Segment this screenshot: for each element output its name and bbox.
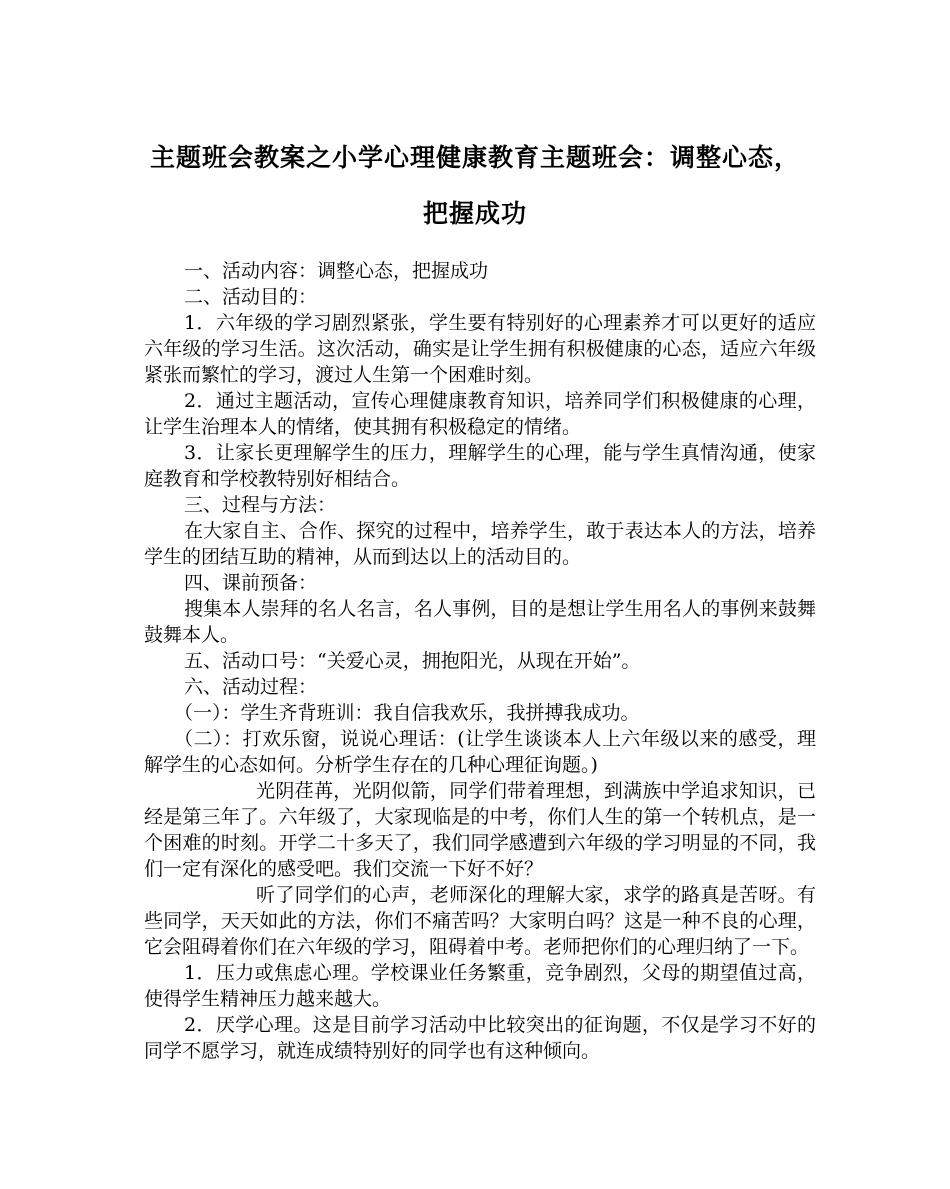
paragraph-preparation: 搜集本人崇拜的名人名言，名人事例，目的是想让学生用名人的事例来鼓舞鼓舞本人。 bbox=[144, 598, 816, 646]
paragraph-teacher-speech-2: 听了同学们的心声，老师深化的理解大家，求学的路真是苦呀。有些同学，天天如此的方法，你们不痛苦吗？大家明白吗？这是一种不良的心理，它会阻碍着你们在六年级的学习，阻碍着中考。老师把你们的心理归纳了一下。 bbox=[144, 884, 816, 958]
paragraph-psychology-1: 1．压力或焦虑心理。学校课业任务繁重，竞争剧烈，父母的期望值过高，使得学生精神压力越来越大。 bbox=[144, 962, 816, 1010]
section-heading-slogan: 五、活动口号：“关爱心灵，拥抱阳光，从现在开始”。 bbox=[184, 650, 641, 672]
paragraph-teacher-speech-1: 光阴荏苒，光阴似箭，同学们带着理想，到满族中学追求知识，已经是第三年了。六年级了，大家现临是的中考，你们人生的第一个转机点，是一个困难的时刻。开学二十多天了，我们同学感遭到六年级的学习明显的不同，我们一定有深化的感受吧。我们交流一下好不好？ bbox=[144, 780, 816, 880]
section-heading-activity-process: 六、活动过程： bbox=[184, 676, 318, 698]
paragraph-purpose-2: 2．通过主题活动，宣传心理健康教育知识，培养同学们积极健康的心理，让学生治理本人的情绪，使其拥有积极稳定的情绪。 bbox=[144, 390, 816, 438]
section-heading-activity-purpose: 二、活动目的： bbox=[184, 286, 318, 308]
paragraph-step-2: （二）：打欢乐窗，说说心理话：(让学生谈谈本人上六年级以来的感受，理解学生的心态如何。分析学生存在的几种心理征询题。) bbox=[144, 728, 816, 776]
paragraph-purpose-1: 1．六年级的学习剧烈紧张，学生要有特别好的心理素养才可以更好的适应六年级的学习生活。这次活动，确实是让学生拥有积极健康的心态，适应六年级紧张而繁忙的学习，渡过人生第一个困难时刻。 bbox=[144, 312, 816, 386]
document-title bbox=[130, 130, 820, 242]
paragraph-step-1: （一）：学生齐背班训：我自信我欢乐，我拼搏我成功。 bbox=[174, 702, 640, 724]
section-heading-activity-content: 一、活动内容：调整心态，把握成功 bbox=[184, 260, 489, 282]
title-line-1: 主题班会教案之小学心理健康教育主题班会：调整心态， bbox=[149, 143, 800, 172]
title-line-2: 把握成功 bbox=[422, 199, 527, 228]
paragraph-psychology-2: 2．厌学心理。这是目前学习活动中比较突出的征询题，不仅是学习不好的同学不愿学习，就连成绩特别好的同学也有这种倾向。 bbox=[144, 1014, 816, 1062]
document-body bbox=[144, 258, 816, 1064]
section-heading-preparation: 四、课前预备： bbox=[184, 572, 318, 594]
paragraph-process-method: 在大家自主、合作、探究的过程中，培养学生，敢于表达本人的方法，培养学生的团结互助的精神，从而到达以上的活动目的。 bbox=[144, 520, 816, 568]
paragraph-purpose-3: 3．让家长更理解学生的压力，理解学生的心理，能与学生真情沟通，使家庭教育和学校教特别好相结合。 bbox=[144, 442, 816, 490]
section-heading-process-method: 三、过程与方法： bbox=[184, 494, 337, 516]
